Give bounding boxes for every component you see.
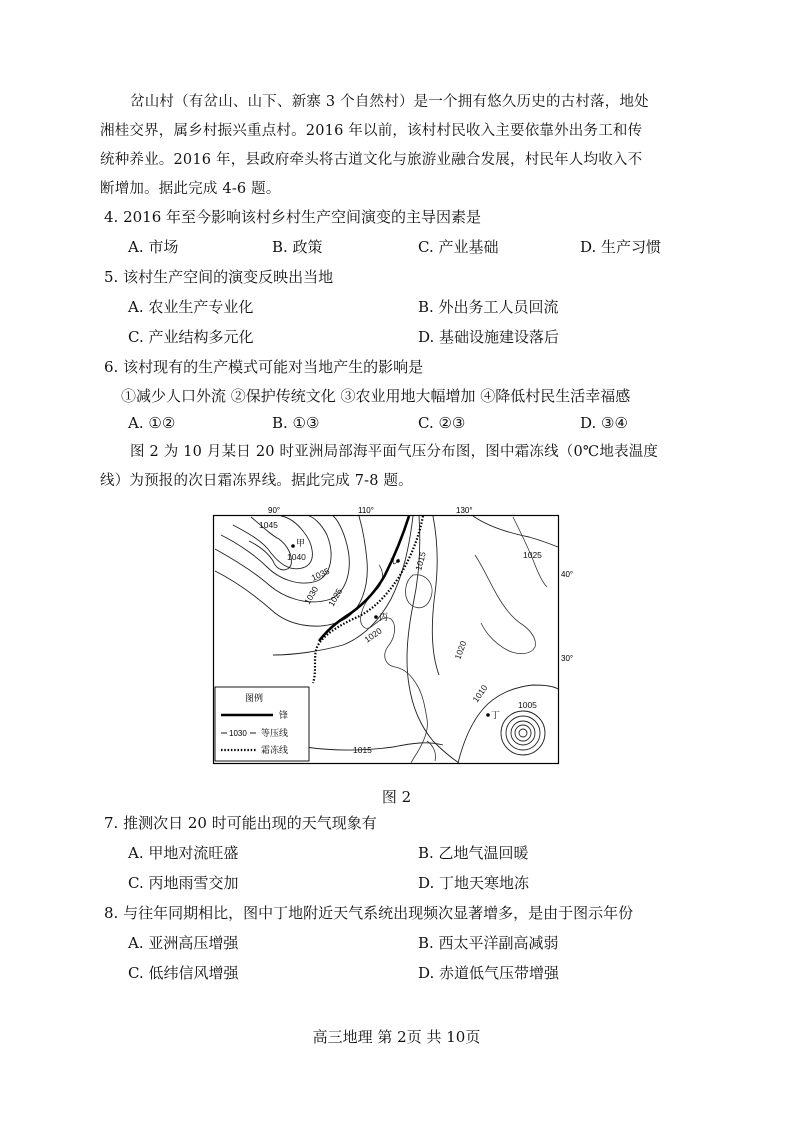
place-label-ding: 丁 [491, 710, 501, 720]
isobar-label-1035: 1035 [309, 565, 331, 583]
isobar-label-1015-east: 1015 [413, 550, 428, 572]
q5-option-c[interactable]: C. 产业结构多元化 [128, 328, 254, 346]
q8-option-a[interactable]: A. 亚洲高压增强 [128, 934, 239, 952]
q7-option-b[interactable]: B. 乙地气温回暖 [418, 844, 529, 862]
question-5-stem: 5. 该村生产空间的演变反映出当地 [104, 268, 334, 286]
place-dot-bing [374, 615, 378, 619]
intro2-line-2: 线）为预报的次日霜冻界线。据此完成 7-8 题。 [100, 473, 413, 489]
isobar-label-1045: 1045 [259, 520, 278, 530]
q8-option-d[interactable]: D. 赤道低气压带增强 [418, 964, 560, 982]
place-label-jia: 甲 [296, 538, 306, 548]
intro2-line-1: 图 2 为 10 月某日 20 时亚洲局部海平面气压分布图，图中霜冻线（0℃地表温度 [130, 444, 659, 460]
q6-option-a[interactable]: A. ①② [128, 414, 176, 432]
lon-label-90: 90° [268, 506, 281, 515]
q7-option-d[interactable]: D. 丁地天寒地冻 [418, 874, 530, 892]
question-8-stem: 8. 与往年同期相比，图中丁地附近天气系统出现频次显著增多，是由于图示年份 [104, 904, 634, 922]
intro1-line-3: 统种养业。2016 年，县政府牵头将古道文化与旅游业融合发展，村民年人均收入不 [100, 152, 643, 168]
isobar-label-1040: 1040 [287, 552, 306, 562]
q8-option-b[interactable]: B. 西太平洋副高减弱 [418, 934, 559, 952]
intro1-line-1: 岔山村（有岔山、山下、新寨 3 个自然村）是一个拥有悠久历史的古村落，地处 [130, 94, 649, 110]
place-label-yi: 乙 [388, 553, 402, 567]
place-dot-jia [291, 544, 295, 548]
isobar-label-1025: 1025 [326, 586, 345, 608]
pressure-map-figure [213, 506, 574, 764]
lon-label-130: 130° [456, 506, 473, 515]
page-footer: 高三地理 第 2页 共 10页 [312, 1028, 481, 1046]
question-6-stem: 6. 该村现有的生产模式可能对当地产生的影响是 [104, 358, 424, 376]
q4-option-b[interactable]: B. 政策 [272, 238, 323, 256]
lat-label-40: 40° [561, 570, 574, 579]
intro1-line-2: 湘桂交界，属乡村振兴重点村。2016 年以前，该村村民收入主要依靠外出务工和传 [100, 123, 643, 139]
place-dot-ding [486, 713, 490, 717]
place-label-bing: 丙 [379, 612, 389, 622]
q5-option-d[interactable]: D. 基础设施建设落后 [418, 328, 560, 346]
q4-option-d[interactable]: D. 生产习惯 [580, 238, 662, 256]
isobar-label-1025-ne: 1025 [523, 550, 542, 560]
q7-option-c[interactable]: C. 丙地雨雪交加 [128, 874, 239, 892]
legend-isobar-label: 等压线 [261, 728, 289, 738]
legend-frost-label: 霜冻线 [261, 745, 289, 755]
figure-caption: 图 2 [381, 788, 412, 806]
isobar-label-1010: 1010 [470, 682, 490, 705]
isobar-label-1020-east: 1020 [452, 639, 469, 661]
legend-front-label: 锋 [279, 710, 289, 720]
intro-passage-1 [100, 88, 695, 204]
map-legend [215, 687, 309, 761]
question-4-stem: 4. 2016 年至今影响该村乡村生产空间演变的主导因素是 [104, 208, 482, 226]
q6-option-c[interactable]: C. ②③ [418, 414, 466, 432]
lat-label-30: 30° [561, 654, 574, 663]
lon-label-110: 110° [358, 506, 374, 515]
q6-statements: ①减少人口外流 ②保护传统文化 ③农业用地大幅增加 ④降低村民生活幸福感 [121, 387, 631, 405]
q4-option-c[interactable]: C. 产业基础 [418, 238, 499, 256]
q6-option-d[interactable]: D. ③④ [580, 414, 628, 432]
isobar-label-1015-south: 1015 [353, 745, 372, 755]
q6-option-b[interactable]: B. ①③ [272, 414, 320, 432]
isobar-label-1030: 1030 [302, 584, 321, 606]
isobar-label-1020: 1020 [362, 625, 384, 645]
q8-option-c[interactable]: C. 低纬信风增强 [128, 964, 239, 982]
question-7-stem: 7. 推测次日 20 时可能出现的天气现象有 [104, 814, 377, 832]
q4-option-a[interactable]: A. 市场 [128, 238, 179, 256]
legend-title: 图例 [245, 693, 264, 703]
isobar-label-1005: 1005 [518, 700, 537, 710]
intro-passage-2 [100, 438, 695, 496]
q7-option-a[interactable]: A. 甲地对流旺盛 [128, 844, 239, 862]
q5-option-a[interactable]: A. 农业生产专业化 [128, 298, 254, 316]
q5-option-b[interactable]: B. 外出务工人员回流 [418, 298, 559, 316]
intro1-line-4: 断增加。据此完成 4-6 题。 [100, 181, 281, 197]
legend-isobar-value: 1030 [229, 729, 247, 738]
